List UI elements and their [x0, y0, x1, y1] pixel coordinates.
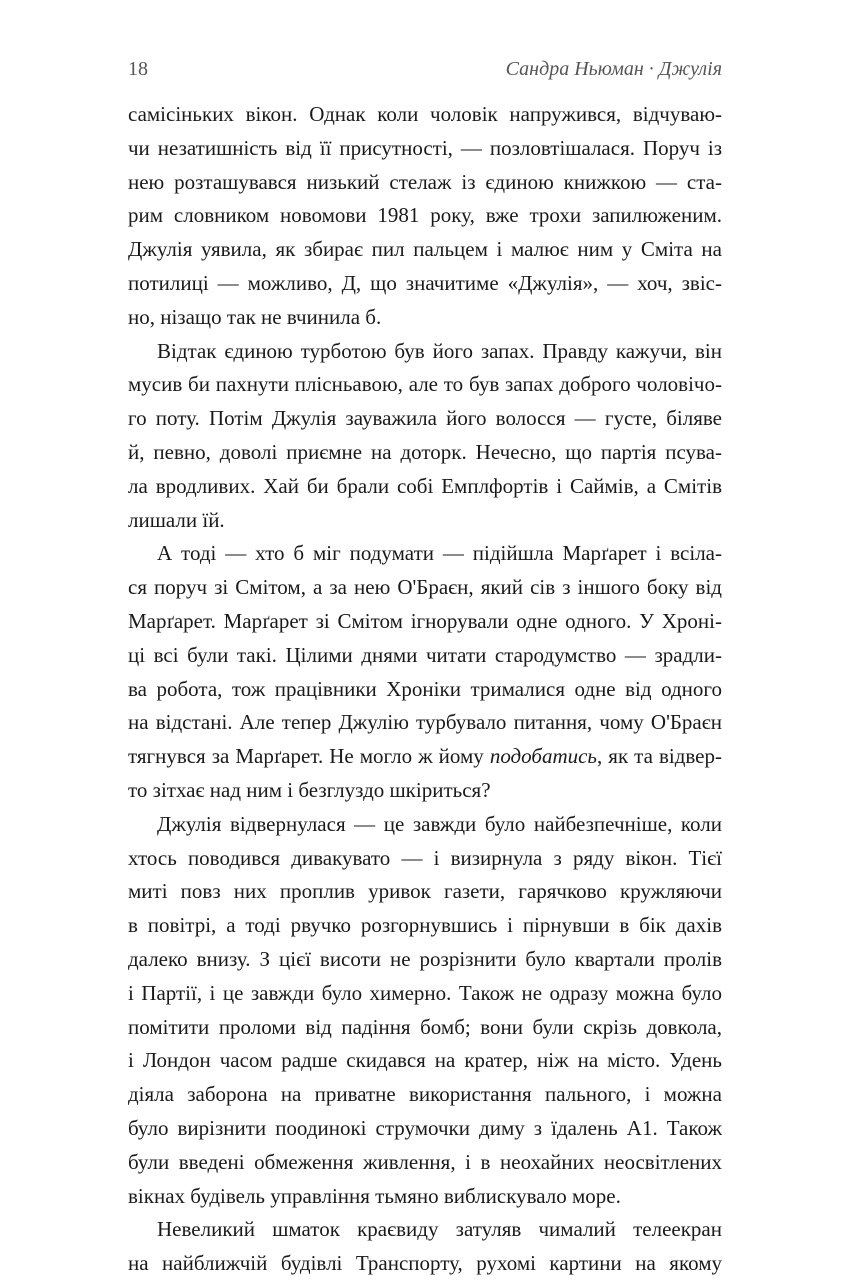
text-line: на найближчій будівлі Транспорту, рухомі картини на якому	[128, 1251, 722, 1276]
text-line: й, певно, доволі приємне на доторк. Нечесно, що партія псува-	[128, 439, 722, 464]
text-line: помітити проломи від падіння бомб; вони були скрізь довкола,	[128, 1014, 722, 1039]
text-line: ся поруч зі Смітом, а за нею О'Браєн, який сів з іншого боку від	[128, 575, 722, 600]
text-line: миті повз них проплив уривок газети, гарячково кружляючи	[128, 879, 722, 904]
text-line: і Лондон часом радше скидався на кратер, ніж на місто. Удень	[128, 1048, 722, 1073]
text-fragment: , як та відвер-	[597, 744, 722, 769]
text-line: на відстані. Але тепер Джулію турбувало питання, чому О'Браєн	[128, 710, 722, 735]
page-number: 18	[128, 58, 148, 80]
text-line: були введені обмеження живлення, і в неохайних неосвітлених	[128, 1149, 722, 1174]
text-line: чи незатишність від її присутності, — позловтішалася. Поруч із	[128, 135, 722, 160]
text-line: далеко внизу. З цієї висоти не розрізнити було квартали пролів	[128, 946, 722, 971]
text-line: хтось поводився дивакувато — і визирнула з ряду вікон. Тієї	[128, 845, 722, 870]
text-line: в повітрі, а тоді рвучко розгорнувшись і пірнувши в бік дахів	[128, 913, 722, 938]
text-line: діяла заборона на приватне використання пального, і можна	[128, 1082, 722, 1107]
text-line: го поту. Потім Джулія зауважила його волосся — густе, біляве	[128, 406, 722, 431]
text-line: но, нізащо так не вчинила б.	[128, 304, 382, 329]
text-line: було вирізнити поодинокі струмочки диму з їдалень А1. Також	[128, 1115, 722, 1140]
text-line: самісіньких вікон. Однак коли чоловік напружився, відчуваю-	[128, 102, 722, 126]
text-fragment: тягнувся за Марґарет. Не могло ж йому	[128, 744, 490, 769]
text-line: Джулія відвернулася — це завжди було найбезпечніше, коли	[157, 811, 722, 836]
text-line-with-emphasis	[128, 740, 722, 774]
text-line: вікнах будівель управління тьмяно виблискувало море.	[128, 1183, 621, 1208]
text-line: Відтак єдиною турботою був його запах. Правду кажучи, він	[157, 338, 722, 363]
emphasized-word: подобатись	[489, 744, 597, 769]
text-line: мусив би пахнути плісньавою, але то був запах доброго чоловічо-	[128, 372, 722, 397]
running-title: Сандра Ньюман · Джулія	[505, 58, 722, 80]
text-line: Невеликий шматок краєвиду затуляв чималий телеекран	[157, 1217, 722, 1242]
text-line: А тоді — хто б міг подумати — підійшла Марґарет і всіла-	[157, 541, 722, 566]
text-line: ці всі були такі. Цілими днями читати стародумство — зрадли-	[128, 642, 722, 667]
text-line: лишали їй.	[128, 507, 225, 532]
text-line: Джулія уявила, як збирає пил пальцем і малює ним у Сміта на	[128, 237, 722, 262]
page-header	[128, 58, 722, 94]
text-line: ла вродливих. Хай би брали собі Емплфортів і Саймів, а Смітів	[128, 473, 722, 498]
body-text	[128, 98, 722, 1281]
text-line: ва робота, тож працівники Хроніки трималися одне від одного	[128, 676, 722, 701]
text-line: то зітхає над ним і безглуздо шкіриться?	[128, 777, 491, 802]
text-line: нею розташувався низький стелаж із єдиною книжкою — ста-	[128, 169, 722, 194]
text-line: і Партії, і це завжди було химерно. Також не одразу можна було	[128, 980, 722, 1005]
text-line: потилиці — можливо, Д, що значитиме «Джулія», — хоч, звіс-	[128, 270, 722, 295]
text-line: рим словником новомови 1981 року, вже трохи запилюженим.	[128, 203, 722, 228]
text-line: Марґарет. Марґарет зі Смітом ігнорували одне одного. У Хроні-	[128, 608, 722, 633]
